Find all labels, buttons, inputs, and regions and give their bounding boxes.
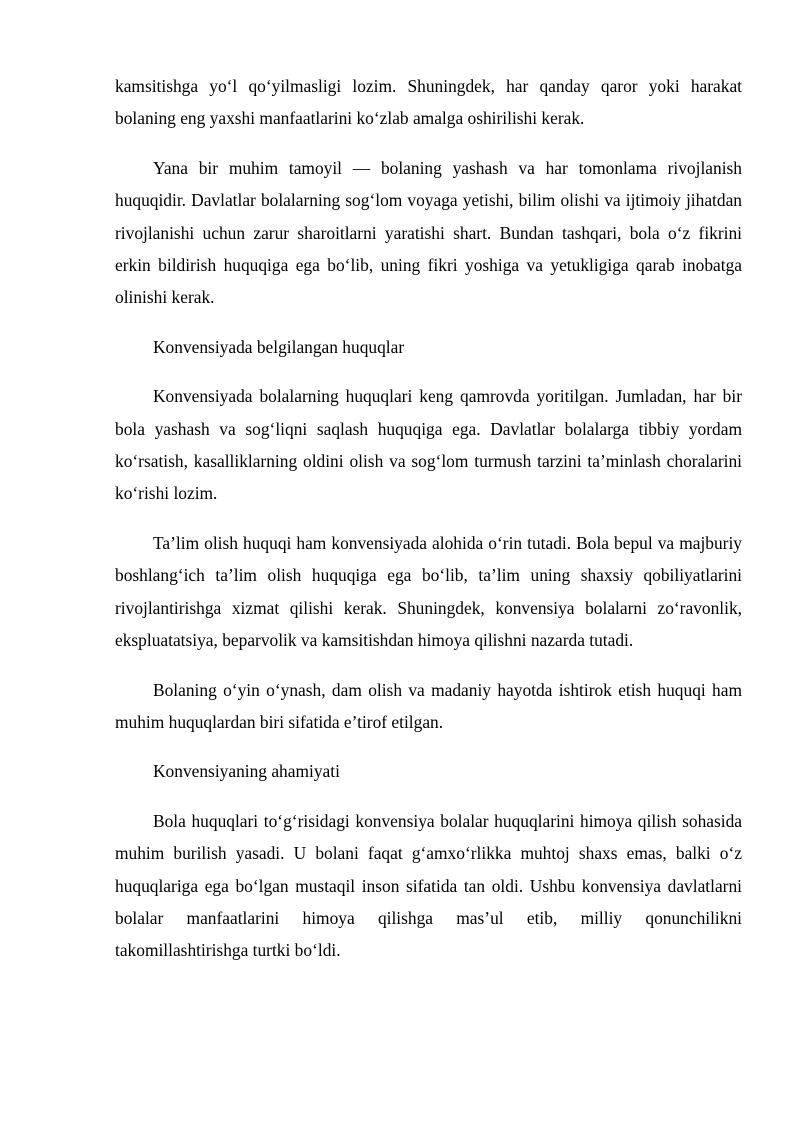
paragraph-significance: Bola huquqlari to‘g‘risidagi konvensiya bolalar huquqlarini himoya qilish sohasida muhim burilish yasadi. U bolani faqat g‘amxo‘rlikka muhtoj shaxs emas, balki o‘z huquqlariga ega bo‘lgan mustaqil inson sifatida tan oldi. Ushbu konvensiya davlatlarni bolalar manfaatlarini himoya qilishga mas’ul etib, milliy qonunchilikni takomillashtirishga turtki bo‘ldi. xyxy=(115,810,742,961)
document-page xyxy=(115,70,742,984)
section-heading-rights: Konvensiyada belgilangan huquqlar xyxy=(153,336,405,357)
paragraph-principle: Yana bir muhim tamoyil — bolaning yashash va har tomonlama rivojlanish huquqidir. Davlatlar bolalarning sog‘lom voyaga yetishi, bilim olishi va ijtimoiy jihatdan rivojlanishi uchun zarur sharoitlarni yaratishi shart. Bundan tashqari, bola o‘z fikrini erkin bildirish huquqiga ega bo‘lib, uning fikri yoshiga va yetukligiga qarab inobatga olinishi kerak. xyxy=(115,157,742,308)
paragraph-continuation: kamsitishga yo‘l qo‘yilmasligi lozim. Shuningdek, har qanday qaror yoki harakat bolaning eng yaxshi manfaatlarini ko‘zlab amalga oshirilishi kerak. xyxy=(115,76,742,129)
section-heading-significance: Konvensiyaning ahamiyati xyxy=(153,761,340,782)
paragraph-health-rights: Konvensiyada bolalarning huquqlari keng qamrovda yoritilgan. Jumladan, har bir bola yashash va sog‘liqni saqlash huquqiga ega. Davlatlar bolalarga tibbiy yordam ko‘rsatish, kasalliklarning oldini olish va sog‘lom turmush tarzini ta’minlash choralarini ko‘rishi lozim. xyxy=(115,386,742,504)
paragraph-play-rights: Bolaning o‘yin o‘ynash, dam olish va madaniy hayotda ishtirok etish huquqi ham muhim huquqlardan biri sifatida e’tirof etilgan. xyxy=(115,679,742,732)
paragraph-education-rights: Ta’lim olish huquqi ham konvensiyada alohida o‘rin tutadi. Bola bepul va majburiy boshlang‘ich ta’lim olish huquqiga ega bo‘lib, ta’lim uning shaxsiy qobiliyatlarini rivojlantirishga xizmat qilishi kerak. Shuningdek, konvensiya bolalarni zo‘ravonlik, ekspluatatsiya, beparvolik va kamsitishdan himoya qilishni nazarda tutadi. xyxy=(115,532,742,651)
